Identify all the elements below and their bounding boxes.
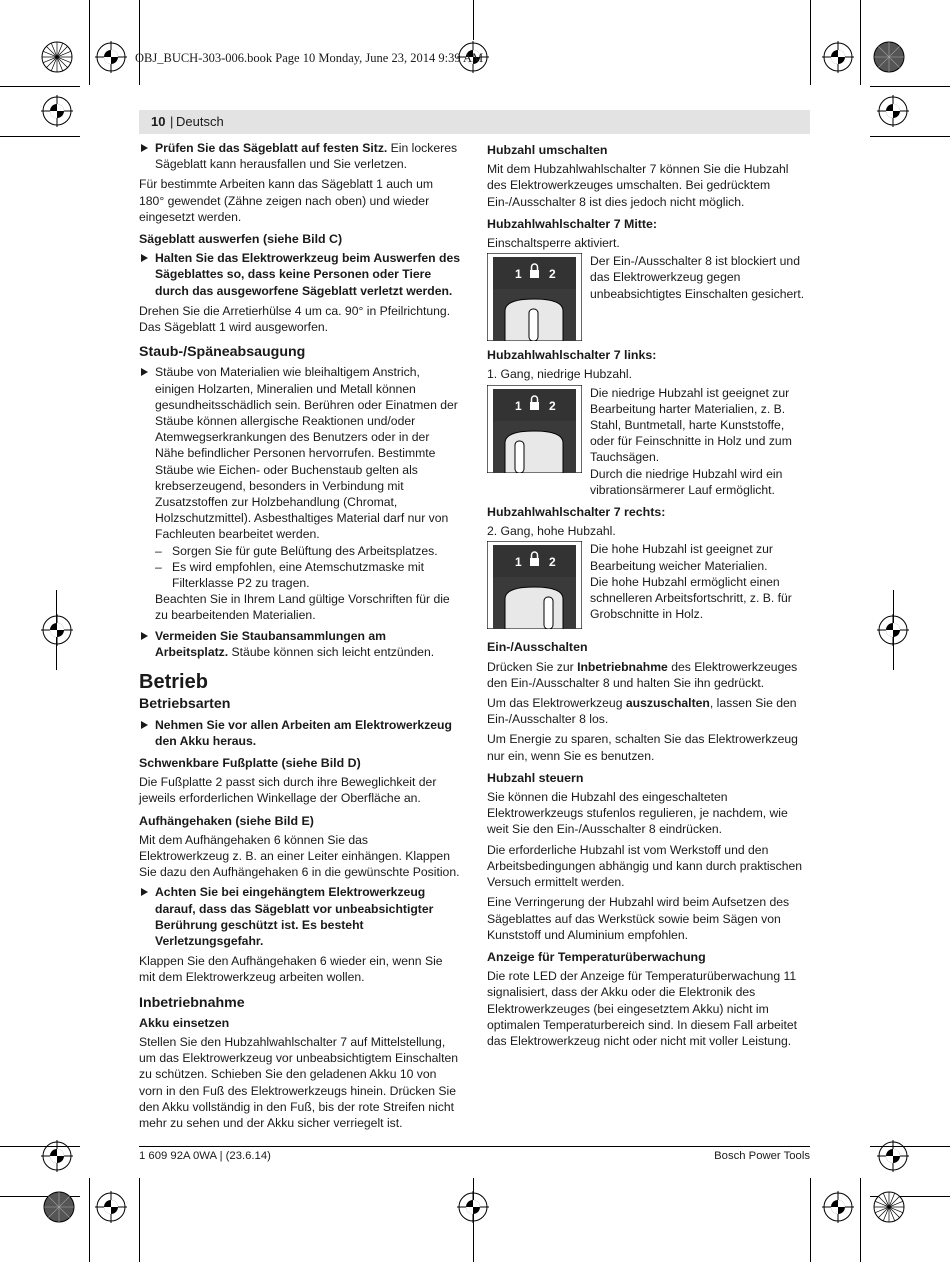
bullet-item [139, 628, 461, 660]
paragraph: Um Energie zu sparen, schalten Sie das Elektrowerkzeug nur ein, wenn Sie es benutzen. [487, 732, 798, 763]
switch-left-figure [487, 385, 582, 473]
switch-figure-row [487, 385, 810, 498]
bullet-bold-text: Achten Sie bei eingehängtem Elektrowerkzeug darauf, dass das Sägeblatt vor unbeabsichtigter Berührung geschützt ist. Es besteht Verletzungsgefahr. [155, 885, 434, 948]
footer-doc-number: 1 609 92A 0WA | (23.6.14) [139, 1150, 271, 1162]
subheading: Schwenkbare Fußplatte (siehe Bild D) [139, 755, 361, 770]
subheading: Hubzahl umschalten [487, 143, 608, 157]
paragraph: Beachten Sie in Ihrem Land gültige Vorschriften für die zu bearbeitenden Materialien. [155, 592, 450, 623]
registration-mark-icon [456, 1190, 490, 1224]
section-heading: Betriebsarten [139, 696, 231, 713]
bullet-bold-text: Nehmen Sie vor allen Arbeiten am Elektrowerkzeug den Akku heraus. [155, 717, 452, 748]
text-run: des Elektrowerkzeuges den Ein-/Ausschalter 8 und halten Sie ihn gedrückt. [487, 659, 798, 690]
subheading: Akku einsetzen [139, 1015, 230, 1030]
registration-mark-icon [876, 94, 910, 128]
registration-mark-icon [821, 40, 855, 74]
paragraph: Mit dem Hubzahlwahlschalter 7 können Sie die Hubzahl des Elektrowerkzeuges umschalten. Bei gedrücktem Ein-/Ausschalter 8 ist dies jedoch nicht möglich. [487, 162, 789, 209]
chapter-heading: Betrieb [139, 671, 208, 694]
subheading: Hubzahlwahlschalter 7 Mitte: [487, 216, 658, 231]
paragraph: Stellen Sie den Hubzahlwahlschalter 7 auf Mittelstellung, um das Elektrowerkzeug vor unbeabsichtigtem Einschalten zu schützen. Schieben Sie den geladenen Akku 10 von vorn in den Fuß des Elektrowerkzeugs hinein. Drücken Sie den Akku vollständig in den Fuß, bis der rote Streifen nicht mehr zu sehen und der Akku sicher verriegelt ist. [139, 1034, 459, 1130]
paragraph: Drehen Sie die Arretierhülse 4 um ca. 90° in Pfeilrichtung. Das Sägeblatt 1 wird ausgeworfen. [139, 303, 451, 335]
paragraph: Mit dem Aufhängehaken 6 können Sie das Elektrowerkzeug z. B. an einer Leiter einhängen. Klappen Sie dazu den Aufhängehaken 6 in die gewünschte Position. [139, 832, 460, 880]
dash-symbol: – [155, 543, 162, 558]
registration-mark-icon [40, 40, 74, 74]
bullet-triangle-icon [141, 144, 148, 152]
bullet-text: Stäube von Materialien wie bleihaltigem Anstrich, einigen Holzarten, Mineralien und Metall können gesundheitsschädlich sein. Berühren oder Einatmen der Stäube können allergische Reaktionen und/oder Atemwegserkrankungen des Benutzers oder in der Nähe befindlicher Personen hervorrufen. Bestimmte Stäube wie Eichen- oder Buchenstaub gelten als krebserzeugend, besonders in Verbindung mit Zusatzstoffen zur Holzbehandlung (Chromat, Holzschutzmittel). Asbesthaltiges Material darf nur von Fachleuten bearbeitet werden. [155, 365, 458, 542]
subheading: Sägeblatt auswerfen (siehe Bild C) [139, 232, 343, 247]
figure-label-one: 1 [515, 267, 522, 282]
paragraph: Die erforderliche Hubzahl ist vom Werkstoff und den Arbeitsbedingungen abhängig und kann durch praktischen Versuch ermittelt werden. [487, 842, 803, 890]
text-run: Um das Elektrowerkzeug [487, 696, 626, 711]
registration-mark-icon [821, 1190, 855, 1224]
bullet-triangle-icon [141, 888, 148, 896]
switch-right-figure [487, 541, 582, 629]
header-separator: | [170, 114, 174, 129]
right-column [487, 140, 810, 1053]
subheading: Hubzahlwahlschalter 7 links: [487, 348, 657, 363]
text-run: , lassen Sie den Ein-/Ausschalter 8 los. [487, 696, 797, 727]
page-header-band [139, 110, 810, 134]
section-heading: Staub-/Späneabsaugung [139, 344, 306, 361]
text-run: Drücken Sie zur [487, 659, 578, 674]
registration-mark-icon [94, 1190, 128, 1224]
dash-symbol: – [155, 559, 162, 574]
paragraph: Die Fußplatte 2 passt sich durch ihre Beweglichkeit der jeweils erforderlichen Winkellage der Oberfläche an. [139, 775, 437, 806]
registration-mark-icon [40, 613, 74, 647]
bullet-bold-text: Vermeiden Sie Staubansammlungen am Arbeitsplatz. [155, 628, 386, 659]
bullet-item [139, 884, 461, 949]
registration-mark-icon [42, 1190, 76, 1224]
paragraph: Sie können die Hubzahl des eingeschalteten Elektrowerkzeugs stufenlos regulieren, je nachdem, wie weit Sie den Ein-/Ausschalter 8 eindrücken. [487, 790, 788, 837]
paragraph: Eine Verringerung der Hubzahl wird beim Aufsetzen des Sägeblattes auf das Werkstück sowie beim Sägen von Kunststoff und Aluminium empfohlen. [487, 895, 790, 942]
figure-caption: Der Ein-/Ausschalter 8 ist blockiert und das Elektrowerkzeug gegen unbeabsichtigtes Einschalten gesichert. [590, 254, 805, 301]
switch-middle-figure [487, 253, 582, 341]
bullet-item [139, 140, 461, 172]
paragraph: Klappen Sie den Aufhängehaken 6 wieder ein, wenn Sie mit dem Elektrowerkzeug arbeiten wollen. [139, 954, 443, 985]
dash-item [139, 559, 461, 591]
bullet-triangle-icon [141, 632, 148, 640]
subheading: Hubzahlwahlschalter 7 rechts: [487, 505, 666, 520]
page-number: 10 [151, 114, 166, 129]
paragraph: Für bestimmte Arbeiten kann das Sägeblatt 1 auch um 180° gewendet (Zähne zeigen nach oben) und wieder eingesetzt werden. [139, 177, 434, 224]
paragraph: Die rote LED der Anzeige für Temperaturüberwachung 11 signalisiert, dass der Akku oder die Elektronik des Elektrowerkzeuges (bei eingesetztem Akku) nicht im optimalen Temperaturbereich sind. In diesem Fall arbeitet das Elektrowerkzeug nicht oder nicht mit voller Leistung. [487, 969, 798, 1048]
figure-label-one: 1 [515, 398, 522, 413]
bullet-triangle-icon [141, 368, 148, 376]
dash-text: Sorgen Sie für gute Belüftung des Arbeitsplatzes. [172, 543, 438, 558]
figure-caption: Durch die niedrige Hubzahl wird ein vibrationsärmerer Lauf ermöglicht. [590, 466, 783, 497]
figure-caption: Die hohe Hubzahl ist geeignet zur Bearbeitung weicher Materialien. [590, 542, 773, 573]
figure-label-two: 2 [549, 555, 556, 570]
subheading: Hubzahl steuern [487, 770, 584, 785]
subheading: Anzeige für Temperaturüberwachung [487, 949, 706, 964]
left-column [139, 140, 461, 1135]
bullet-item [139, 717, 461, 749]
subheading: Aufhängehaken (siehe Bild E) [139, 813, 314, 828]
dash-text: Es wird empfohlen, eine Atemschutzmaske mit Filterklasse P2 zu tragen. [172, 559, 424, 591]
text-run-bold: Inbetriebnahme [577, 659, 668, 674]
paragraph: 1. Gang, niedrige Hubzahl. [487, 367, 632, 382]
switch-figure-row [487, 253, 810, 341]
section-heading: Inbetriebnahme [139, 994, 245, 1011]
dash-item [139, 543, 461, 559]
registration-mark-icon [876, 613, 910, 647]
registration-mark-icon [876, 1139, 910, 1173]
registration-mark-icon [872, 1190, 906, 1224]
subheading: Ein-/Ausschalten [487, 640, 588, 655]
registration-mark-icon [40, 94, 74, 128]
figure-label-two: 2 [549, 398, 556, 413]
figure-caption: Die niedrige Hubzahl ist geeignet zur Bearbeitung harter Materialien, z. B. Stahl, Buntmetall, harte Kunststoffe, oder für Feinschnitte in Holz und zum Tauchsägen. [590, 385, 792, 465]
paragraph [487, 695, 810, 727]
bullet-text: Ein lockeres Sägeblatt kann herausfallen und Sie verletzen. [155, 141, 458, 172]
bullet-triangle-icon [141, 254, 148, 262]
paragraph: 2. Gang, hohe Hubzahl. [487, 524, 616, 539]
registration-mark-icon [872, 40, 906, 74]
footer-brand: Bosch Power Tools [714, 1150, 810, 1162]
figure-label-one: 1 [515, 555, 522, 570]
figure-caption: Die hohe Hubzahl ermöglicht einen schnelleren Arbeitsfortschritt, z. B. für Grobschnitte in Holz. [590, 574, 792, 622]
registration-mark-icon [40, 1139, 74, 1173]
paragraph [487, 659, 810, 691]
text-run-bold: auszuschalten [625, 696, 710, 711]
bullet-text: Stäube können sich leicht entzünden. [228, 644, 435, 659]
header-language: Deutsch [176, 114, 224, 129]
book-slug-line: OBJ_BUCH-303-006.book Page 10 Monday, June 23, 2014 9:39 AM [135, 51, 484, 65]
paragraph: Einschaltsperre aktiviert. [487, 236, 620, 251]
registration-mark-icon [94, 40, 128, 74]
bullet-item [139, 364, 461, 542]
figure-label-two: 2 [549, 267, 556, 282]
bullet-bold-text: Prüfen Sie das Sägeblatt auf festen Sitz. [155, 141, 388, 155]
bullet-item [139, 250, 461, 299]
switch-figure-row [487, 541, 810, 629]
bullet-triangle-icon [141, 721, 148, 729]
page-footer [139, 1146, 810, 1162]
bullet-bold-text: Halten Sie das Elektrowerkzeug beim Auswerfen des Sägeblattes so, dass keine Personen oder Tiere durch das ausgeworfene Sägeblatt verletzt werden. [155, 251, 461, 298]
